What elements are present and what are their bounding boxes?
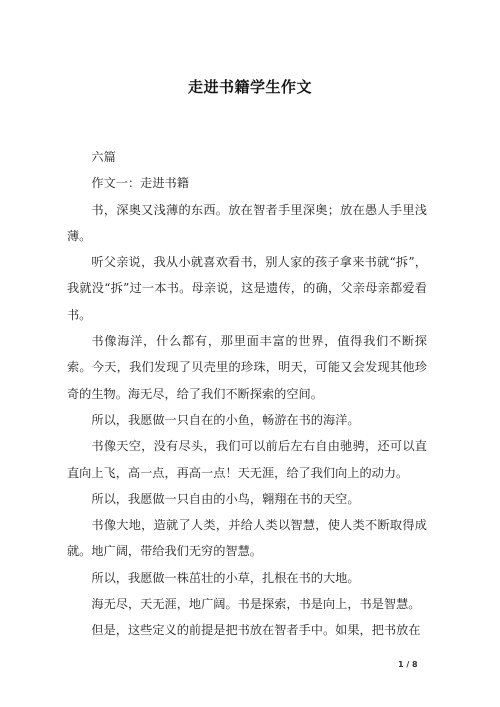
paragraph: 所以，我愿做一只自由的小鸟，翱翔在书的天空。 (91, 491, 360, 506)
paragraph: 六篇 (91, 150, 116, 164)
page-indicator: 1 / 8 (398, 660, 418, 669)
paragraph: 书像天空，没有尽头，我们可以前后左右自由驰骋，还可以直直向上飞，高一点，再高一点！天无涯，给了我们向上的动力。 (67, 439, 427, 480)
paragraph: 书像大地，造就了人类，并给人类以智慧，使人类不断取得成就。地广阔，带给我们无穷的智慧。 (67, 518, 427, 559)
document-title: 走进书籍学生作文 (187, 78, 312, 96)
paragraph: 海无尽，天无涯，地广阔。书是探索，书是向上，书是智慧。 (91, 597, 421, 612)
paragraph: 所以，我愿做一只自在的小鱼，畅游在书的海洋。 (91, 412, 360, 427)
document-body (67, 144, 427, 644)
paragraph: 所以，我愿做一株茁壮的小草，扎根在书的大地。 (91, 570, 360, 585)
paragraph: 但是，这些定义的前提是把书放在智者手中。如果，把书放在 (91, 623, 421, 638)
paragraph: 书，深奥又浅薄的东西。放在智者手里深奥；放在愚人手里浅薄。 (67, 202, 427, 243)
paragraph: 作文一：走进书籍 (91, 176, 189, 191)
paragraph: 听父亲说，我从小就喜欢看书，别人家的孩子拿来书就“拆”，我就没“拆”过一本书。母亲说，这是遗传，的确，父亲母亲都爱看书。 (67, 255, 427, 322)
paragraph: 书像海洋，什么都有，那里面丰富的世界，值得我们不断探索。今天，我们发现了贝壳里的珍珠，明天，可能又会发现其他珍奇的生物。海无尽，给了我们不断探索的空间。 (67, 334, 427, 401)
